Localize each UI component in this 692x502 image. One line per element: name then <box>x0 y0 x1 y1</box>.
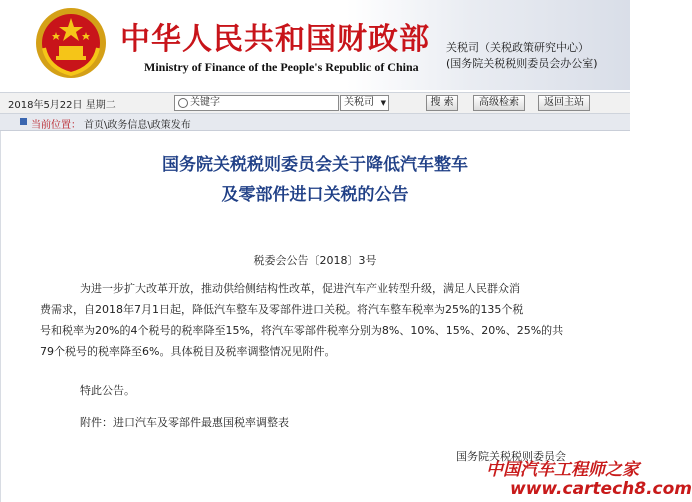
document-number: 税委会公告〔2018〕3号 <box>253 254 377 267</box>
watermark-title: 中国汽车工程师之家 <box>486 460 639 480</box>
search-button[interactable]: 搜 索 <box>426 95 458 111</box>
paragraph-line: 为进一步扩大改革开放，推动供给侧结构性改革，促进汽车产业转型升级，满足人民群众消 <box>80 282 520 295</box>
paragraph-line: 号和税率为20%的4个税号的税率降至15%，将汽车零部件税率分别为8%、10%、15%、20%、25%的共 <box>40 324 564 337</box>
notice-text: 特此公告。 <box>80 384 135 397</box>
department-line-2: (国务院关税税则委员会办公室) <box>446 57 598 70</box>
site-header <box>0 0 630 90</box>
breadcrumb <box>0 114 630 131</box>
scope-select[interactable] <box>340 95 389 111</box>
signer-text: 国务院关税税则委员会 <box>456 450 566 463</box>
breadcrumb-path[interactable]: 首页\政务信息\政策发布 <box>84 120 191 131</box>
search-input[interactable] <box>174 95 339 111</box>
paragraph-line: 费需求，自2018年7月1日起，降低汽车整车及零部件进口关税。将汽车整车税率为25%的135个税 <box>40 303 524 316</box>
scope-select-value: 关税司 <box>344 97 374 108</box>
paragraph-line: 79个税号的税率降至6%。具体税目及税率调整情况见附件。 <box>40 345 336 358</box>
search-input-value: 关键字 <box>190 97 220 108</box>
location-icon <box>20 118 27 125</box>
current-date: 2018年5月22日 星期二 <box>8 100 116 111</box>
search-toolbar <box>0 92 630 114</box>
watermark-url: www.cartech8.com <box>510 479 692 499</box>
search-icon <box>178 98 188 108</box>
department-line-1: 关税司（关税政策研究中心） <box>446 41 589 54</box>
article-paragraph <box>40 278 588 362</box>
home-button[interactable]: 返回主站 <box>538 95 590 111</box>
advanced-search-button[interactable]: 高级检索 <box>473 95 525 111</box>
department-name <box>446 40 626 72</box>
attachment-link[interactable]: 附件：进口汽车及零部件最惠国税率调整表 <box>80 416 289 429</box>
article-title-line-1: 国务院关税税则委员会关于降低汽车整车 <box>162 155 468 175</box>
site-title: 中华人民共和国财政部 <box>120 22 430 57</box>
article-title-line-2: 及零部件进口关税的公告 <box>221 185 409 205</box>
site-subtitle: Ministry of Finance of the People's Republic of China <box>144 60 419 74</box>
national-emblem-icon <box>34 6 108 80</box>
chevron-down-icon: ▼ <box>380 99 386 107</box>
breadcrumb-label: 当前位置： <box>31 120 81 131</box>
